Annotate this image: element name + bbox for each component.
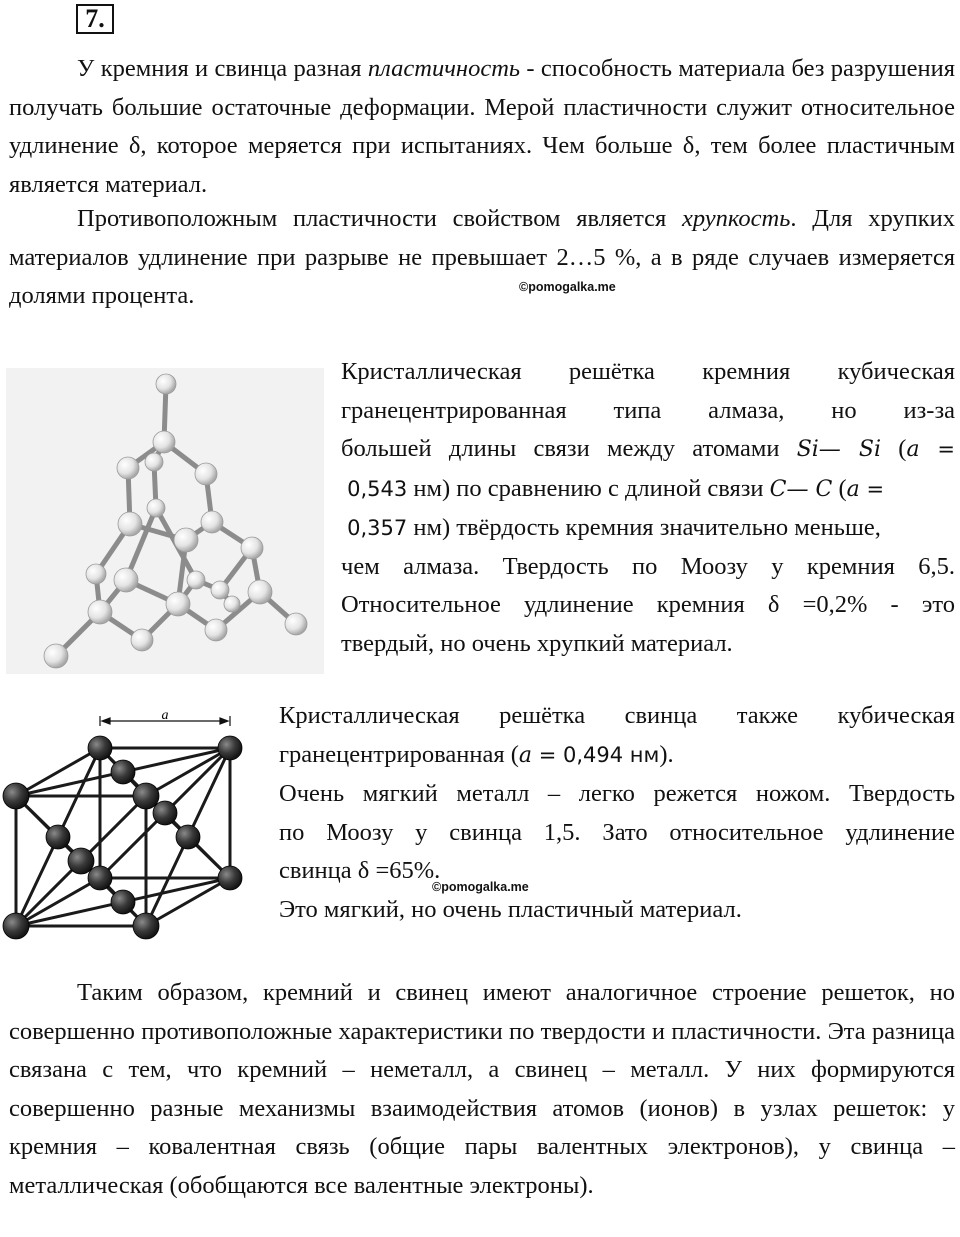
c-bond-length: 0,357 [347,516,408,540]
intro-text-2: Противоположным пластичности свойством является [77,205,682,232]
silicon-text: ( [881,435,907,462]
si-bond-length: 0,543 [347,476,408,501]
lead-line: по Моозу у свинца 1,5. Зато относительное удлинение [279,818,955,846]
silicon-line [341,509,955,548]
silicon-text: большей длины связи между атомами [341,435,797,462]
silicon-line: Кристаллическая решётка кремния кубическая [341,358,955,385]
equals-sign: = [859,476,885,501]
lead-line: Кристаллическая решётка свинца также кубическая [279,702,955,729]
bond-si-si: Si— Si [796,437,882,462]
pb-lattice-constant: = 0,494 нм [532,742,660,767]
equals-sign: = [919,437,955,461]
lead-line [279,736,955,776]
intro-text: У кремния и свинца разная [77,55,368,82]
task-number: 7. [76,4,114,34]
lead-paragraph [279,697,955,929]
term-brittleness: хрупкость [681,205,791,232]
lattice-var: a [518,742,533,768]
silicon-line: твердый, но очень хрупкий материал. [341,629,733,657]
intro-text-cont: - способность материала без разрушения получать большие остаточные деформации. Мерой пластичности служит относительное удлинение δ, которое меряется при испытаниях. Чем больше δ, тем более пластичным является материал. [9,55,955,198]
silicon-line [341,470,955,510]
conclusion-text: Таким образом, кремний и свинец имеют аналогичное строение решеток, но совершенно противоположные характеристики по твердости и пластичности. Эта разница связана с тем, что кремний – неметалл, а свинец – металл. У них формируются совершенно разные механизмы взаимодействия атомов (ионов) в узлах решеток: у кремния – ковалентная связь (общие пары валентных электронов), у свинца – металлическая (обобщаются все валентные электроны). [9,979,955,1199]
intro-text-2-cont: . Для хрупких материалов удлинение при разрыве не превышает 2…5 %, а в ряде случаев измеряется долями процента. [9,205,955,309]
lead-text: гранецентрированная ( [279,740,519,768]
lead-line: Очень мягкий металл – легко режется ножом. Твердость [279,780,955,807]
term-plasticity: пластичность [367,55,521,82]
watermark: ©pomogalka.me [432,880,529,894]
lead-line: Это мягкий, но очень пластичный материал. [279,895,742,923]
bond-c-c: C— C [769,476,833,502]
lead-text: ). [659,740,674,768]
silicon-text: ( [832,474,847,502]
silicon-lattice-figure [6,368,324,674]
silicon-line [341,430,955,470]
silicon-text: нм) твёрдость кремния значительно меньше, [407,514,881,541]
silicon-paragraph [341,353,955,663]
lattice-var: a [906,437,920,462]
intro-paragraph-2 [9,200,955,316]
silicon-line: Относительное удлинение кремния δ =0,2% - это [341,591,955,618]
silicon-text: нм) по сравнению с длиной связи [407,474,770,502]
lead-line: свинца δ =65%. [279,857,441,884]
intro-paragraph-1 [9,50,955,204]
silicon-line: чем алмаза. Твердость по Моозу у кремния 6,5. [341,552,955,580]
lattice-dimension-label: a [161,712,169,723]
silicon-line: гранецентрированная типа алмаза, но из-за [341,396,955,424]
lattice-var: a [846,476,860,502]
conclusion-paragraph [9,974,955,1205]
lead-lattice-figure [0,712,262,960]
watermark: ©pomogalka.me [519,280,616,294]
